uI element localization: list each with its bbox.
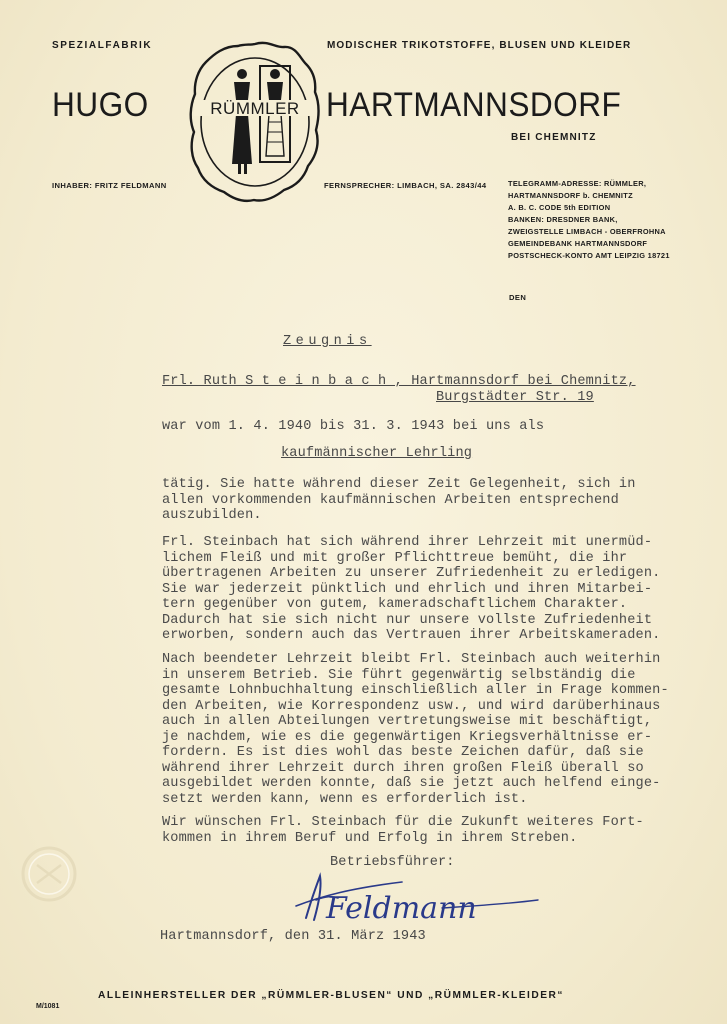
text-line: Nach beendeter Lehrzeit bleibt Frl. Steinbach auch weiterhin (162, 652, 661, 667)
signer-title: Betriebsführer: (330, 855, 455, 870)
text-line: Sie war jederzeit pünktlich und ehrlich und ihren Mitarbei- (162, 581, 653, 597)
position-title: kaufmännischer Lehrling (281, 446, 473, 461)
info-line: GEMEINDEBANK HARTMANNSDORF (508, 239, 648, 248)
embossed-stamp (20, 845, 78, 903)
footer-tagline: ALLEINHERSTELLER DER „RÜMMLER-BLUSEN“ UND „RÜMMLER-KLEIDER“ (98, 990, 564, 1001)
recipient-address: Burgstädter Str. 19 (436, 390, 594, 405)
letterhead-location: BEI CHEMNITZ (511, 132, 597, 143)
info-line: ZWEIGSTELLE LIMBACH - OBERFROHNA (508, 227, 666, 236)
paragraph-2 (162, 535, 702, 644)
letterhead-name-left: HUGO (52, 86, 149, 124)
letterhead-top-right: MODISCHER TRIKOTSTOFFE, BLUSEN UND KLEIDER (327, 40, 632, 51)
text-line: in unserem Betrieb. Sie führt gegenwärtig selbständig die (162, 667, 636, 683)
letterhead-contact-info (508, 178, 718, 262)
letterhead-owner: INHABER: FRITZ FELDMANN (52, 181, 167, 190)
paragraph-1 (162, 477, 702, 524)
text-line: den Arbeiten, wie Korrespondenz usw., und wird darüberhinaus (162, 698, 661, 714)
text-line: auszubilden. (162, 508, 262, 523)
letterhead-top-left: SPEZIALFABRIK (52, 40, 153, 51)
text-line: allen vorkommenden kaufmännischen Arbeiten entsprechend (162, 492, 619, 508)
info-line: HARTMANNSDORF b. CHEMNITZ (508, 191, 633, 200)
paragraph-4 (162, 815, 702, 846)
letter-title: Zeugnis (283, 334, 372, 349)
text-line: setzt werden kann, wenn es erforderlich ist. (162, 791, 528, 807)
text-line: ausgebildet werden konnte, daß sie jetzt auch helfend einge- (162, 776, 661, 791)
info-line: TELEGRAMM-ADRESSE: RÜMMLER, (508, 179, 647, 188)
letterhead-name-right: HARTMANNSDORF (326, 86, 622, 124)
handwritten-signature (292, 866, 542, 926)
logo-text: RÜMMLER (210, 99, 300, 118)
form-number: M/1081 (36, 1003, 60, 1010)
text-line: während ihrer Lehrzeit durch ihren großen Fleiß überall so (162, 760, 644, 776)
employment-period: war vom 1. 4. 1940 bis 31. 3. 1943 bei uns als (162, 419, 545, 434)
text-line: fordern. Es ist dies wohl das beste Zeichen dafür, daß sie (162, 745, 644, 760)
text-line: erworben, sondern auch das Vertrauen ihrer Arbeitskameraden. (162, 628, 661, 643)
company-seal-logo (188, 38, 322, 206)
info-line: A. B. C. CODE 5th EDITION (508, 203, 611, 212)
info-line: POSTSCHECK-KONTO AMT LEIPZIG 18721 (508, 251, 670, 260)
text-line: kommen in ihrem Beruf und Erfolg in ihrem Streben. (162, 830, 578, 846)
paragraph-3 (162, 652, 702, 807)
place-and-date: Hartmannsdorf, den 31. März 1943 (160, 929, 426, 944)
text-line: tätig. Sie hatte während dieser Zeit Gelegenheit, sich in (162, 477, 636, 492)
recipient-line: Frl. Ruth S t e i n b a c h , Hartmannsdorf bei Chemnitz, (162, 374, 636, 389)
text-line: tern gegenüber von gutem, kameradschaftlichem Charakter. (162, 597, 628, 612)
info-line: BANKEN: DRESDNER BANK, (508, 215, 618, 224)
letterhead-phone: FERNSPRECHER: LIMBACH, SA. 2843/44 (324, 181, 487, 190)
signature-text: Feldmann (326, 891, 477, 926)
text-line: je nachdem, wie es die gegenwärtigen Kriegsverhältnisse er- (162, 729, 653, 745)
text-line: gesamte Lohnbuchhaltung einschließlich aller in Frage kommen- (162, 683, 669, 698)
text-line: Dadurch hat sie sich nicht nur unsere vollste Zufriedenheit (162, 612, 653, 628)
text-line: übertragenen Arbeiten zu unserer Zufriedenheit zu erledigen. (162, 566, 661, 581)
date-label: DEN (509, 293, 527, 302)
text-line: Wir wünschen Frl. Steinbach für die Zukunft weiteres Fort- (162, 815, 644, 830)
text-line: lichem Fleiß und mit großer Pflichttreue bemüht, die ihr (162, 550, 628, 566)
text-line: Frl. Steinbach hat sich während ihrer Lehrzeit mit unermüd- (162, 535, 653, 550)
text-line: auch in allen Abteilungen vertretungsweise mit beschäftigt, (162, 714, 653, 729)
